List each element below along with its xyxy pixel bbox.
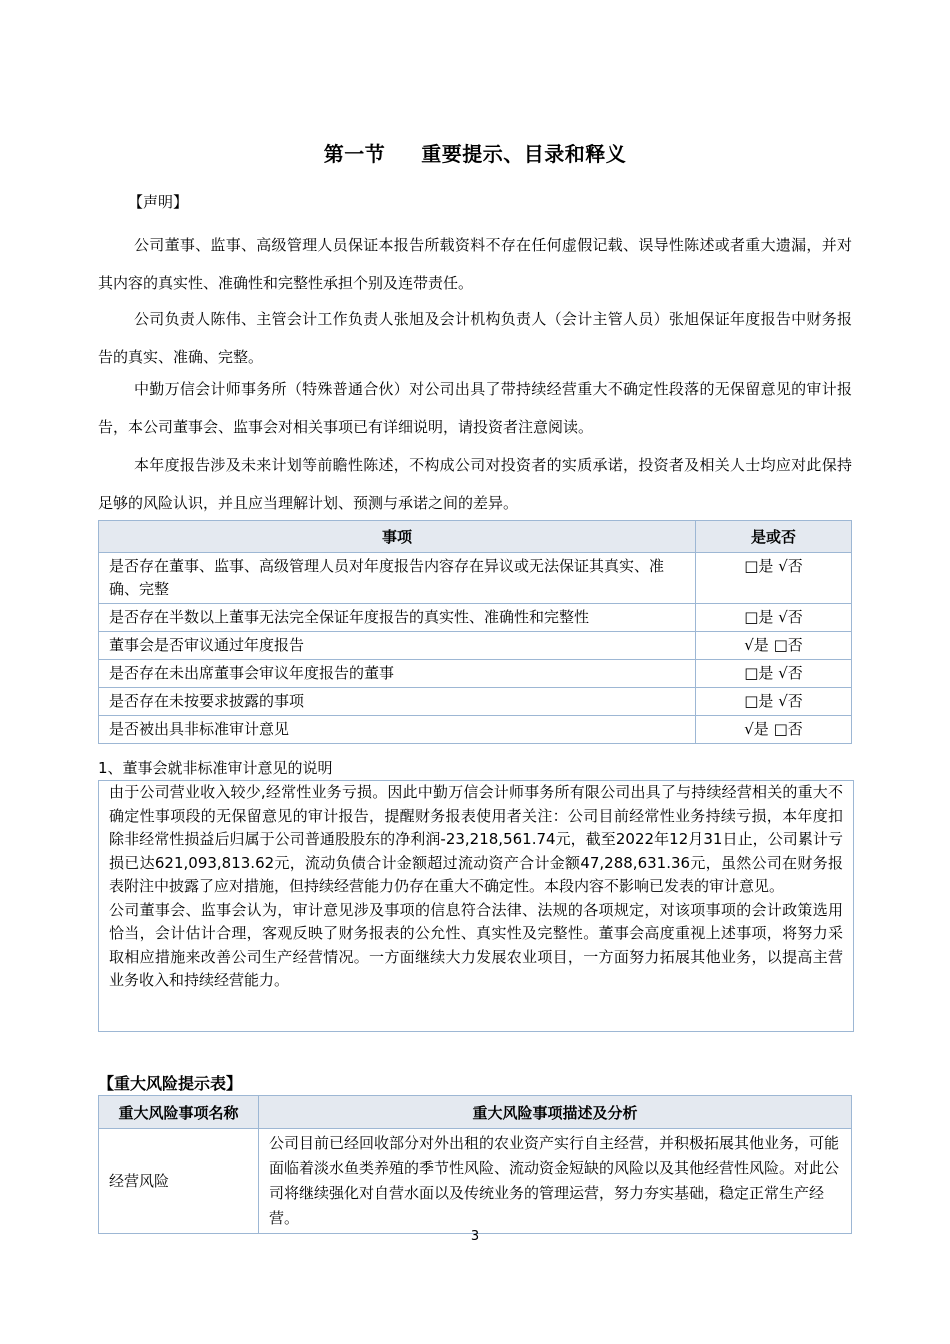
table-row bbox=[99, 1129, 852, 1234]
page-number: 3 bbox=[470, 1229, 480, 1244]
audit-opinion-heading: 1、董事会就非标准审计意见的说明 bbox=[98, 759, 333, 777]
column-header-answer: 是或否 bbox=[696, 521, 852, 553]
risk-table-heading: 【重大风险提示表】 bbox=[98, 1074, 243, 1093]
table-header-row bbox=[99, 1096, 852, 1129]
section-title bbox=[98, 138, 852, 167]
audit-opinion-paragraph: 由于公司营业收入较少,经常性业务亏损。因此中勤万信会计师事务所有限公司出具了与持续经营相关的重大不确定性事项段的无保留意见的审计报告，提醒财务报表使用者关注：公司目前经常性业务持续亏损，本年度扣除非经常性损益后归属于公司普通股股东的净利润-23,218,561.74元，截至2022年12月31日止，公司累计亏损已达621,093,813.62元，流动负债合计金额超过流动资产合计金额47,288,631.36元，虽然公司在财务报表附注中披露了应对措施，但持续经营能力仍存在重大不确定性。本段内容不影响已发表的审计意见。 bbox=[109, 783, 843, 895]
matters-table bbox=[98, 520, 852, 744]
risk-description: 公司目前已经回收部分对外出租的农业资产实行自主经营，并积极拓展其他业务，可能面临着淡水鱼类养殖的季节性风险、流动资金短缺的风险以及其他经营性风险。对此公司将继续强化对自营水面以及传统业务的管理运营，努力夯实基础，稳定正常生产经营。 bbox=[259, 1129, 852, 1234]
table-header-row bbox=[99, 521, 852, 553]
declaration-paragraph: 中勤万信会计师事务所（特殊普通合伙）对公司出具了带持续经营重大不确定性段落的无保留意见的审计报告，本公司董事会、监事会对相关事项已有详细说明，请投资者注意阅读。 bbox=[98, 380, 852, 436]
matter-text: 董事会是否审议通过年度报告 bbox=[99, 632, 696, 660]
matter-answer: □是 √否 bbox=[696, 553, 852, 604]
declaration-paragraph: 公司董事、监事、高级管理人员保证本报告所载资料不存在任何虚假记载、误导性陈述或者重大遗漏，并对其内容的真实性、准确性和完整性承担个别及连带责任。 bbox=[98, 236, 852, 292]
table-row bbox=[99, 604, 852, 632]
declaration-paragraph: 公司负责人陈伟、主管会计工作负责人张旭及会计机构负责人（会计主管人员）张旭保证年度报告中财务报告的真实、准确、完整。 bbox=[98, 310, 852, 366]
audit-opinion-box bbox=[98, 780, 854, 1032]
audit-opinion-paragraph: 公司董事会、监事会认为，审计意见涉及事项的信息符合法律、法规的各项规定，对该项事项的会计政策选用恰当，会计估计合理，客观反映了财务报表的公允性、真实性及完整性。董事会高度重视上述事项，将努力采取相应措施来改善公司生产经营情况。一方面继续大力发展农业项目，一方面努力拓展其他业务，以提高主营业务收入和持续经营能力。 bbox=[109, 900, 843, 989]
declaration-paragraph: 本年度报告涉及未来计划等前瞻性陈述，不构成公司对投资者的实质承诺，投资者及相关人士均应对此保持足够的风险认识，并且应当理解计划、预测与承诺之间的差异。 bbox=[98, 456, 852, 512]
table-row bbox=[99, 688, 852, 716]
table-row bbox=[99, 660, 852, 688]
column-header-item: 事项 bbox=[99, 521, 696, 553]
matter-text: 是否存在未按要求披露的事项 bbox=[99, 688, 696, 716]
matter-answer: □是 √否 bbox=[696, 604, 852, 632]
section-title-text: 重要提示、目录和释义 bbox=[421, 142, 627, 166]
document-page bbox=[98, 0, 852, 1344]
column-header-risk-description: 重大风险事项描述及分析 bbox=[259, 1096, 852, 1129]
declaration-heading: 【声明】 bbox=[128, 193, 189, 211]
matter-answer: √是 □否 bbox=[696, 632, 852, 660]
matter-text: 是否被出具非标准审计意见 bbox=[99, 716, 696, 744]
matter-text: 是否存在未出席董事会审议年度报告的董事 bbox=[99, 660, 696, 688]
table-row bbox=[99, 632, 852, 660]
table-row bbox=[99, 553, 852, 604]
matter-answer: □是 √否 bbox=[696, 660, 852, 688]
section-number: 第一节 bbox=[323, 142, 386, 166]
matter-answer: □是 √否 bbox=[696, 688, 852, 716]
risk-name: 经营风险 bbox=[99, 1129, 259, 1234]
risk-table bbox=[98, 1095, 852, 1234]
matter-text: 是否存在半数以上董事无法完全保证年度报告的真实性、准确性和完整性 bbox=[99, 604, 696, 632]
matter-answer: √是 □否 bbox=[696, 716, 852, 744]
matter-text: 是否存在董事、监事、高级管理人员对年度报告内容存在异议或无法保证其真实、准确、完整 bbox=[99, 553, 696, 604]
table-row bbox=[99, 716, 852, 744]
column-header-risk-name: 重大风险事项名称 bbox=[99, 1096, 259, 1129]
